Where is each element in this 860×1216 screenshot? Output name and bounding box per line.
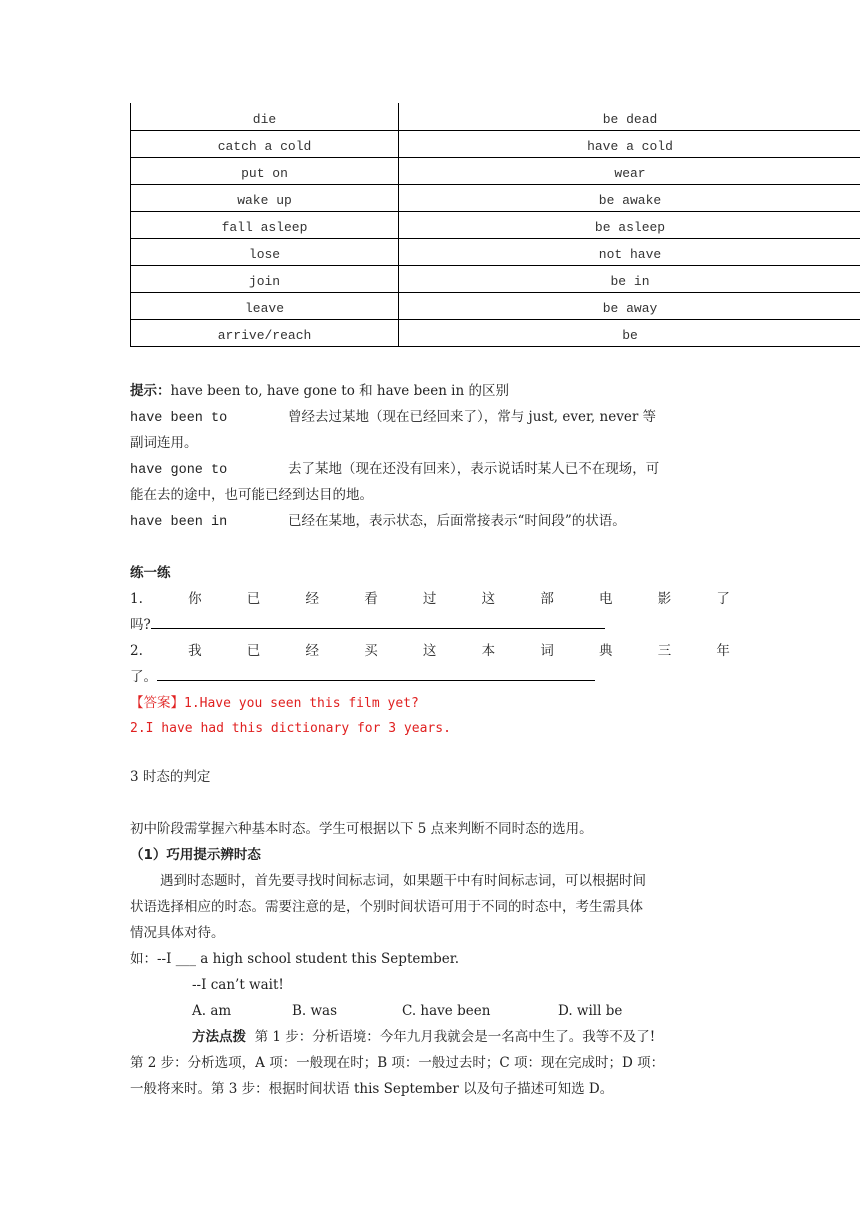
table-cell-verb: catch a cold	[131, 131, 399, 157]
option-c: C. have been	[402, 1003, 491, 1019]
question-char: 1.	[130, 591, 143, 607]
section-intro: 初中阶段需掌握六种基本时态。学生可根据以下 5 点来判断不同时态的选用。	[130, 821, 593, 837]
table-row	[131, 185, 860, 212]
vocabulary-table	[130, 103, 860, 347]
section-heading: 3 时态的判定	[130, 769, 211, 785]
question-char: 看	[364, 591, 378, 607]
question-char: 经	[305, 643, 319, 659]
example-line-1: 如：--I ___ a high school student this September.	[130, 951, 460, 967]
method-label: 方法点拨	[192, 1029, 246, 1045]
question-char: 这	[422, 643, 437, 659]
table-cell-state: be dead	[602, 112, 658, 127]
table-cell-state: not have	[598, 247, 662, 262]
answer-label: 【答案】	[130, 695, 184, 711]
table-cell-verb: die	[131, 103, 399, 130]
table-row	[131, 320, 860, 347]
table-cell-state: be in	[610, 274, 650, 289]
question-char: 部	[540, 591, 554, 607]
question-1-chars	[130, 586, 730, 612]
question-char: 过	[422, 591, 437, 607]
question-char: 已	[246, 643, 261, 659]
paragraph-line: 遇到时态题时，首先要寻找时间标志词，如果题干中有时间标志词，可以根据时间	[160, 873, 646, 889]
question-2-line2: 了。	[130, 664, 595, 690]
question-char: 本	[481, 643, 496, 659]
paragraph-line: 状语选择相应的时态。需要注意的是，个别时间状语可用于不同的时态中，考生需具体	[130, 899, 643, 915]
question-char: 了	[716, 591, 730, 607]
table-cell-verb: leave	[131, 293, 399, 319]
question-char: 典	[599, 643, 613, 659]
table-cell-state: be away	[602, 301, 658, 316]
question-char: 你	[188, 591, 202, 607]
table-cell-verb: lose	[131, 239, 399, 265]
tip-heading	[130, 378, 509, 404]
table-row	[131, 212, 860, 239]
tip-item-1-cont: 副词连用。	[130, 435, 198, 451]
option-d: D. will be	[558, 1003, 623, 1019]
table-cell-verb: arrive/reach	[131, 320, 399, 346]
tip-item-3: have been in 已经在某地，表示状态，后面常接表示“时间段”的状语。	[130, 513, 626, 530]
table-cell-state: wear	[614, 166, 646, 181]
question-char: 2.	[130, 643, 143, 659]
table-row	[131, 293, 860, 320]
tip-item-2-cont: 能在去的途中，也可能已经到达目的地。	[130, 487, 373, 503]
question-char: 影	[657, 591, 672, 607]
tip-item-2: have gone to 去了某地（现在还没有回来），表示说话时某人已不在现场，可	[130, 461, 660, 478]
table-cell-verb: fall asleep	[131, 212, 399, 238]
table-cell-state: be asleep	[594, 220, 666, 235]
question-char: 年	[716, 643, 730, 659]
table-row	[131, 131, 860, 158]
practice-title: 练一练	[130, 565, 171, 581]
question-char: 三	[657, 643, 672, 659]
subsection-title: （1）巧用提示辨时态	[130, 847, 261, 863]
table-cell-verb: put on	[131, 158, 399, 184]
question-char: 电	[599, 591, 613, 607]
question-char: 已	[246, 591, 261, 607]
method-line-1: 方法点拨 第 1 步：分析语境：今年九月我就会是一名高中生了。我等不及了!	[192, 1029, 656, 1045]
tip-item-1: have been to 曾经去过某地（现在已经回来了），常与 just, ever, never 等	[130, 409, 657, 426]
table-row	[131, 158, 860, 185]
answer-1: 【答案】1.Have you seen this film yet?	[130, 695, 419, 711]
method-line-3: 一般将来时。第 3 步：根据时间状语 this September 以及句子描述可知选 D。	[130, 1081, 614, 1097]
table-cell-state: be awake	[598, 193, 662, 208]
tip-label: 提示：	[130, 383, 171, 399]
option-a: A. am	[192, 1003, 232, 1019]
table-cell-state: be	[622, 328, 638, 343]
question-2-chars	[130, 638, 730, 664]
question-2	[130, 638, 730, 664]
answer-blank-1[interactable]	[151, 614, 605, 629]
question-char: 买	[364, 643, 378, 659]
question-char: 词	[540, 643, 554, 659]
options	[192, 998, 622, 1024]
table-cell-verb: join	[131, 266, 399, 292]
question-char: 经	[305, 591, 319, 607]
table-cell-verb: wake up	[131, 185, 399, 211]
question-char: 我	[188, 643, 202, 659]
question-char: 这	[481, 591, 496, 607]
paragraph-line: 情况具体对待。	[130, 925, 225, 941]
example-line-2: --I can’t wait!	[192, 977, 284, 993]
tip-text: have been to, have gone to 和 have been in 的区别	[170, 383, 509, 399]
table-row	[131, 239, 860, 266]
question-1-line2: 吗?	[130, 612, 605, 638]
table-row	[131, 103, 860, 131]
question-1	[130, 586, 730, 612]
answer-blank-2[interactable]	[157, 666, 595, 681]
method-line-2: 第 2 步：分析选项，A 项：一般现在时；B 项：一般过去时；C 项：现在完成时；D 项：	[130, 1055, 665, 1071]
option-b: B. was	[292, 1003, 338, 1019]
table-cell-state: have a cold	[587, 139, 673, 154]
answer-2: 2.I have had this dictionary for 3 years.	[130, 721, 451, 736]
table-row	[131, 266, 860, 293]
